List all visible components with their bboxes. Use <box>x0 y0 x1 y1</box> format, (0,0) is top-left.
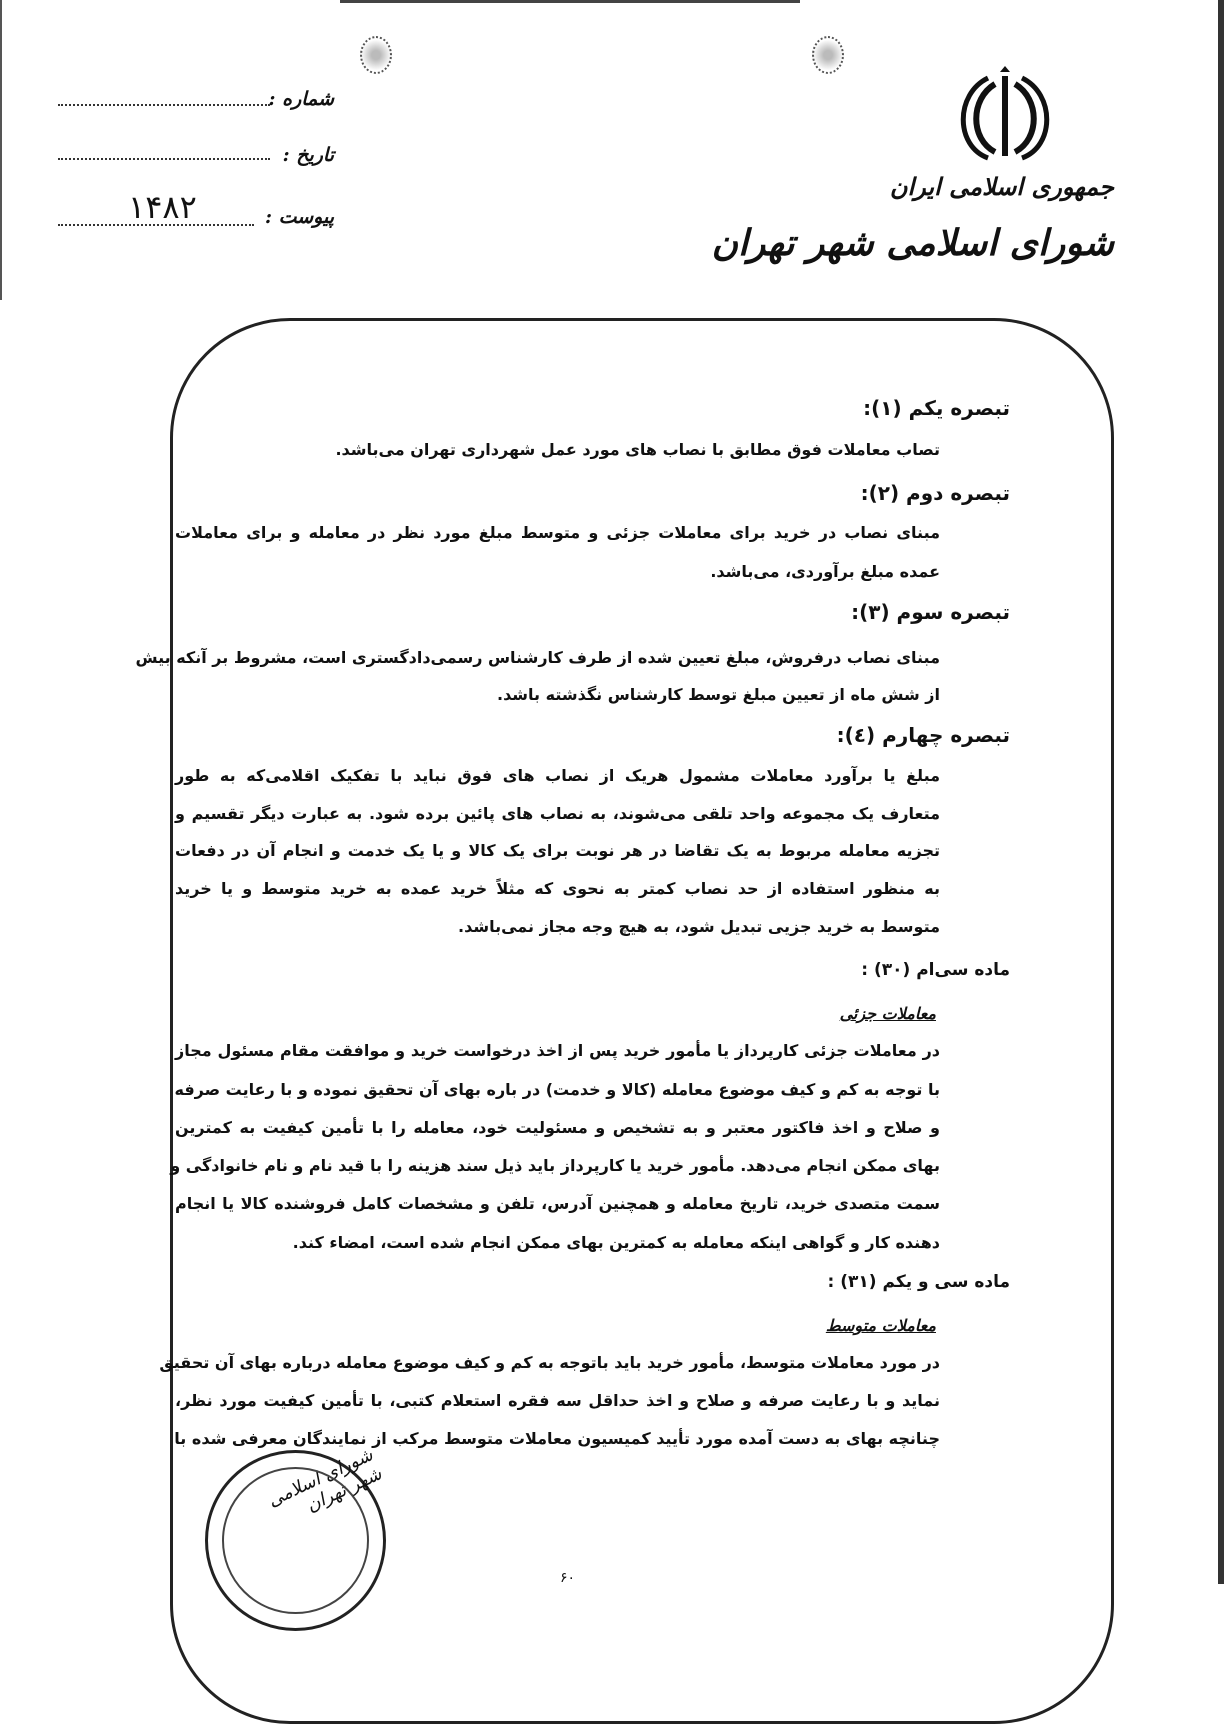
note-1-heading: تبصره یکم (۱): <box>863 396 1010 420</box>
text-line: در معاملات جزئی کارپرداز یا مأمور خرید پس از اخذ درخواست خرید و موافقت مقام مسئول مجاز <box>175 1041 940 1060</box>
seal-icon <box>360 36 392 74</box>
text-line: با توجه به کم و کیف موضوع معامله (کالا و خدمت) در باره بهای آن تحقیق نموده و با رعایت صرفه <box>174 1080 940 1099</box>
note-4-heading: تبصره چهارم (٤): <box>836 723 1010 747</box>
council-stamp <box>205 1444 386 1631</box>
republic-title: جمهوری اسلامی ایران <box>889 172 1114 201</box>
text-line: دهنده کار و گواهی اینکه معامله به کمترین بهای ممکن انجام شده است، امضاء کند. <box>292 1233 940 1252</box>
text-line: سمت متصدی خرید، تاریخ معامله و همچنین آدرس، تلفن و مشخصات کامل فروشنده کالا یا انجام <box>175 1194 940 1213</box>
text-line: از شش ماه از تعیین مبلغ توسط کارشناس نگذشته باشد. <box>496 685 940 704</box>
date-field <box>58 158 270 160</box>
note-2-heading: تبصره دوم (۲): <box>860 481 1010 505</box>
text-line: متعارف یک مجموعه واحد تلقی می‌شوند، به نصاب های پائین برده شود. به عبارت دیگر تقسیم و <box>175 804 940 823</box>
text-line: بهای ممکن انجام می‌دهد. مأمور خرید یا کارپرداز باید ذیل سند هزینه را با قید نام و نام خانوادگی و <box>170 1156 940 1175</box>
page-number: ۶۰ <box>560 1570 576 1586</box>
article-30-heading: ماده سی‌ام (۳۰) : <box>861 960 1010 980</box>
article-31-subheading: معاملات متوسط <box>825 1316 936 1335</box>
text-line: نماید و با رعایت صرفه و صلاح و اخذ حداقل سه فقره استعلام کتبی، با تأمین کیفیت مورد نظر، <box>175 1391 940 1410</box>
text-line: عمده مبلغ برآوردی، می‌باشد. <box>710 562 940 581</box>
note-3-heading: تبصره سوم (۳): <box>851 600 1010 624</box>
text-line: و صلاح و اخذ فاکتور معتبر و به تشخیص و مسئولیت خود، معامله را با تأمین کیفیت به کمترین <box>175 1118 940 1137</box>
attachment-value: ۱۴۸۲ <box>128 188 197 226</box>
iran-emblem-icon <box>950 64 1060 164</box>
attachment-label: پیوست : <box>264 206 334 228</box>
text-line: مبلغ یا برآورد معاملات مشمول هریک از نصاب های فوق نباید با تفکیک اقلامی‌که به طور <box>175 766 940 785</box>
text-line: مبنای نصاب در خرید برای معاملات جزئی و متوسط مبلغ مورد نظر در معامله و برای معاملات <box>175 523 940 542</box>
text-line: مبنای نصاب درفروش، مبلغ تعیین شده از طرف کارشناس رسمی‌دادگستری است، مشروط بر آنکه بیش <box>135 648 940 667</box>
seal-icon <box>812 36 844 74</box>
stamp-text: شورای اسلامی شهر تهران <box>264 1444 386 1517</box>
scan-edge <box>0 0 2 300</box>
text-line: به منظور استفاده از حد نصاب کمتر به نحوی که مثلاً خرید عمده به خرید متوسط و یا خرید <box>175 879 940 898</box>
article-31-heading: ماده سی و یکم (۳۱) : <box>827 1272 1010 1292</box>
number-label: شماره : <box>268 88 334 110</box>
text-line: متوسط به خرید جزیی تبدیل شود، به هیچ وجه مجاز نمی‌باشد. <box>458 917 940 936</box>
scan-edge <box>340 0 800 3</box>
text-line: تجزیه معامله مربوط به یک تقاضا در هر نوبت برای یک کالا و یا یک خدمت و انجام آن در دفعات <box>175 841 940 860</box>
article-30-subheading: معاملات جزئی <box>839 1004 936 1023</box>
text-line: در مورد معاملات متوسط، مأمور خرید باید باتوجه به کم و کیف موضوع معامله درباره بهای آن تحقیق <box>159 1353 940 1372</box>
council-title: شورای اسلامی شهر تهران <box>711 222 1114 264</box>
date-label: تاریخ : <box>282 144 334 166</box>
scan-edge <box>1218 0 1224 1584</box>
number-field <box>58 104 270 106</box>
text-line: تصاب معاملات فوق مطابق با نصاب های مورد عمل شهرداری تهران می‌باشد. <box>335 440 940 459</box>
text-line: چنانچه بهای به دست آمده مورد تأیید کمیسیون معاملات متوسط مرکب از نمایندگان معرفی شده با <box>174 1429 940 1448</box>
